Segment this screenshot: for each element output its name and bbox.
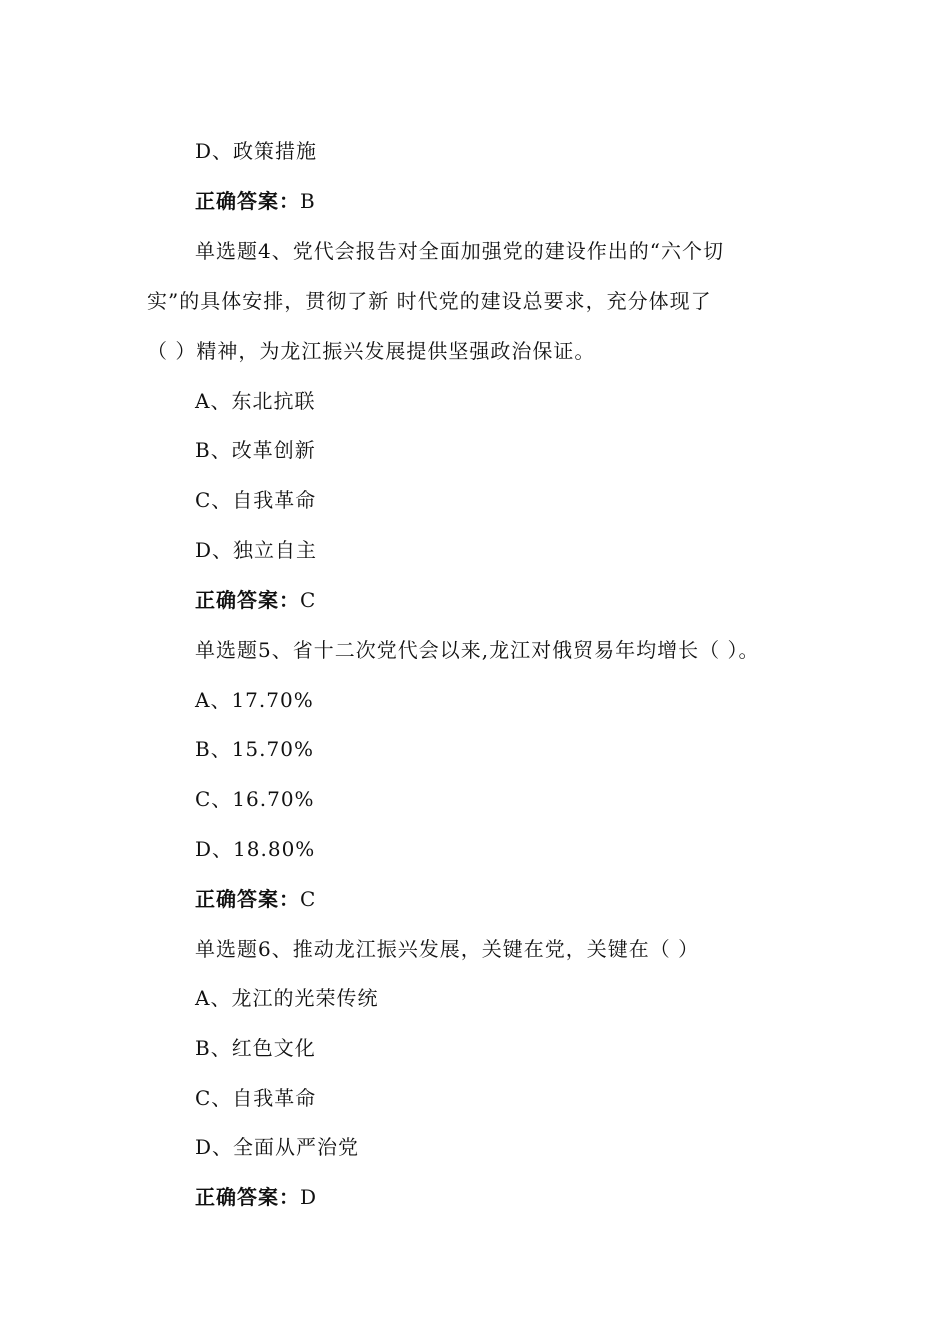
answer-q4	[195, 586, 316, 614]
question-4-line-1: 单选题4、党代会报告对全面加强党的建设作出的“六个切	[195, 239, 724, 263]
answer-q3	[195, 187, 316, 215]
question-4-line-2: 实”的具体安排，贯彻了新 时代党的建设总要求，充分体现了	[147, 289, 712, 313]
option-d-q6: D、全面从严治党	[195, 1135, 360, 1159]
answer-q5	[195, 885, 316, 913]
answer-value: B	[300, 189, 316, 213]
question-6: 单选题6、推动龙江振兴发展，关键在党，关键在（ ）	[195, 937, 700, 961]
option-b-q4: B、改革创新	[195, 438, 316, 462]
option-d-q3: D、政策措施	[195, 139, 318, 163]
option-c-q6: C、自我革命	[195, 1086, 317, 1110]
option-a-q5: A、17.70%	[195, 688, 314, 712]
option-c-q4: C、自我革命	[195, 488, 317, 512]
question-4-line-3: （ ）精神，为龙江振兴发展提供坚强政治保证。	[147, 339, 596, 363]
answer-label: 正确答案：	[195, 887, 300, 911]
option-b-q5: B、15.70%	[195, 737, 314, 761]
answer-label: 正确答案：	[195, 1185, 300, 1209]
option-c-q5: C、16.70%	[195, 787, 315, 811]
question-5: 单选题5、省十二次党代会以来,龙江对俄贸易年均增长（ ）。	[195, 638, 760, 662]
option-a-q6: A、龙江的光荣传统	[195, 986, 379, 1010]
option-d-q5: D、18.80%	[195, 837, 316, 861]
answer-value: C	[300, 887, 317, 911]
answer-label: 正确答案：	[195, 588, 300, 612]
answer-value: C	[300, 588, 317, 612]
option-b-q6: B、红色文化	[195, 1036, 316, 1060]
answer-q6	[195, 1183, 317, 1211]
answer-value: D	[300, 1185, 318, 1209]
answer-label: 正确答案：	[195, 189, 300, 213]
option-d-q4: D、独立自主	[195, 538, 318, 562]
option-a-q4: A、东北抗联	[195, 389, 316, 413]
